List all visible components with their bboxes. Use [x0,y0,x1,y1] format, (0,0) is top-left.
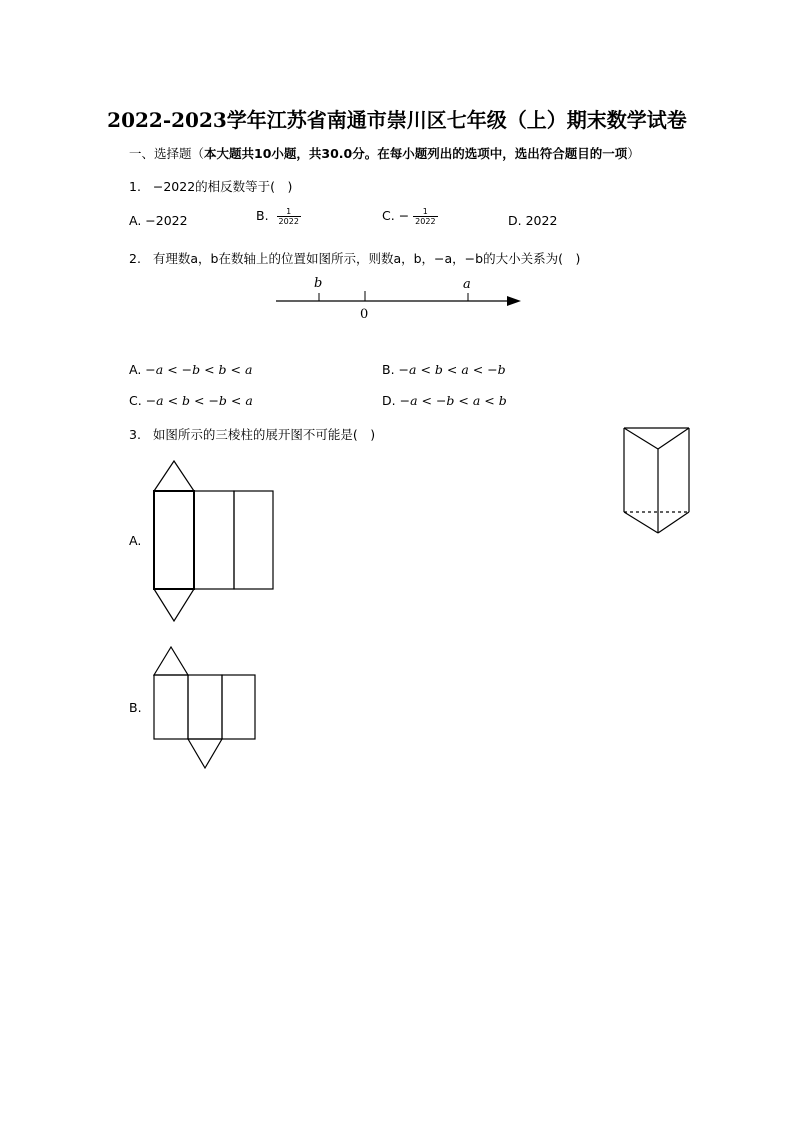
q2-option-b-text: −a < b < a < −b [398,362,506,377]
q3-option-b-label: B. [129,700,142,715]
q2-option-a-text: −a < −b < b < a [145,362,253,377]
q1-option-d-text: 2022 [525,213,558,228]
q2-option-c-label: C. [129,393,142,408]
q2-option-b-label: B. [382,362,395,377]
question-2-text: 有理数a，b在数轴上的位置如图所示，则数a，b，−a，−b的大小关系为( ) [152,251,581,266]
number-line-label-zero: 0 [360,307,369,322]
q2-option-a-label: A. [129,362,142,377]
number-line-label-b: b [314,276,323,291]
q2-option-c-text: −a < b < −b < a [145,393,253,408]
net-b-top-triangle [154,647,188,675]
q1-option-b-numerator: 1 [286,207,292,216]
section-suffix: ） [627,146,640,161]
question-3-number: 3. [129,427,141,442]
q1-option-d-label: D. [508,213,522,228]
q1-option-b-denominator: 2022 [278,217,299,226]
q1-option-a-label: A. [129,213,142,228]
section-prefix: 一、选择题（ [129,146,205,161]
net-b-bottom-triangle [188,739,222,768]
q1-option-b-label: B. [256,208,269,223]
section-description: 本大题共10小题，共30.0分。在每小题列出的选项中，选出符合题目的一项 [204,146,628,161]
q3-option-a-label: A. [129,533,142,548]
q1-option-a-text: −2022 [145,213,188,228]
net-b-face-2 [188,675,222,739]
number-line-label-a: a [463,277,471,292]
net-b-face-3 [222,675,255,739]
question-3-text: 如图所示的三棱柱的展开图不可能是( ) [152,427,376,442]
q2-option-d-label: D. [382,393,396,408]
net-b-face-1 [154,675,188,739]
question-1-text: −2022的相反数等于( ) [152,179,293,194]
question-2-number: 2. [129,251,141,266]
q1-option-c-denominator: 2022 [415,217,436,226]
q1-option-c-label: C. [382,208,395,223]
q1-option-c-numerator: 1 [422,207,428,216]
q1-option-c-sign: − [398,208,410,223]
question-1-number: 1. [129,179,141,194]
page-title: 2022-2023学年江苏省南通市崇川区七年级（上）期末数学试卷 [107,108,687,132]
q2-option-d-text: −a < −b < a < b [399,393,507,408]
